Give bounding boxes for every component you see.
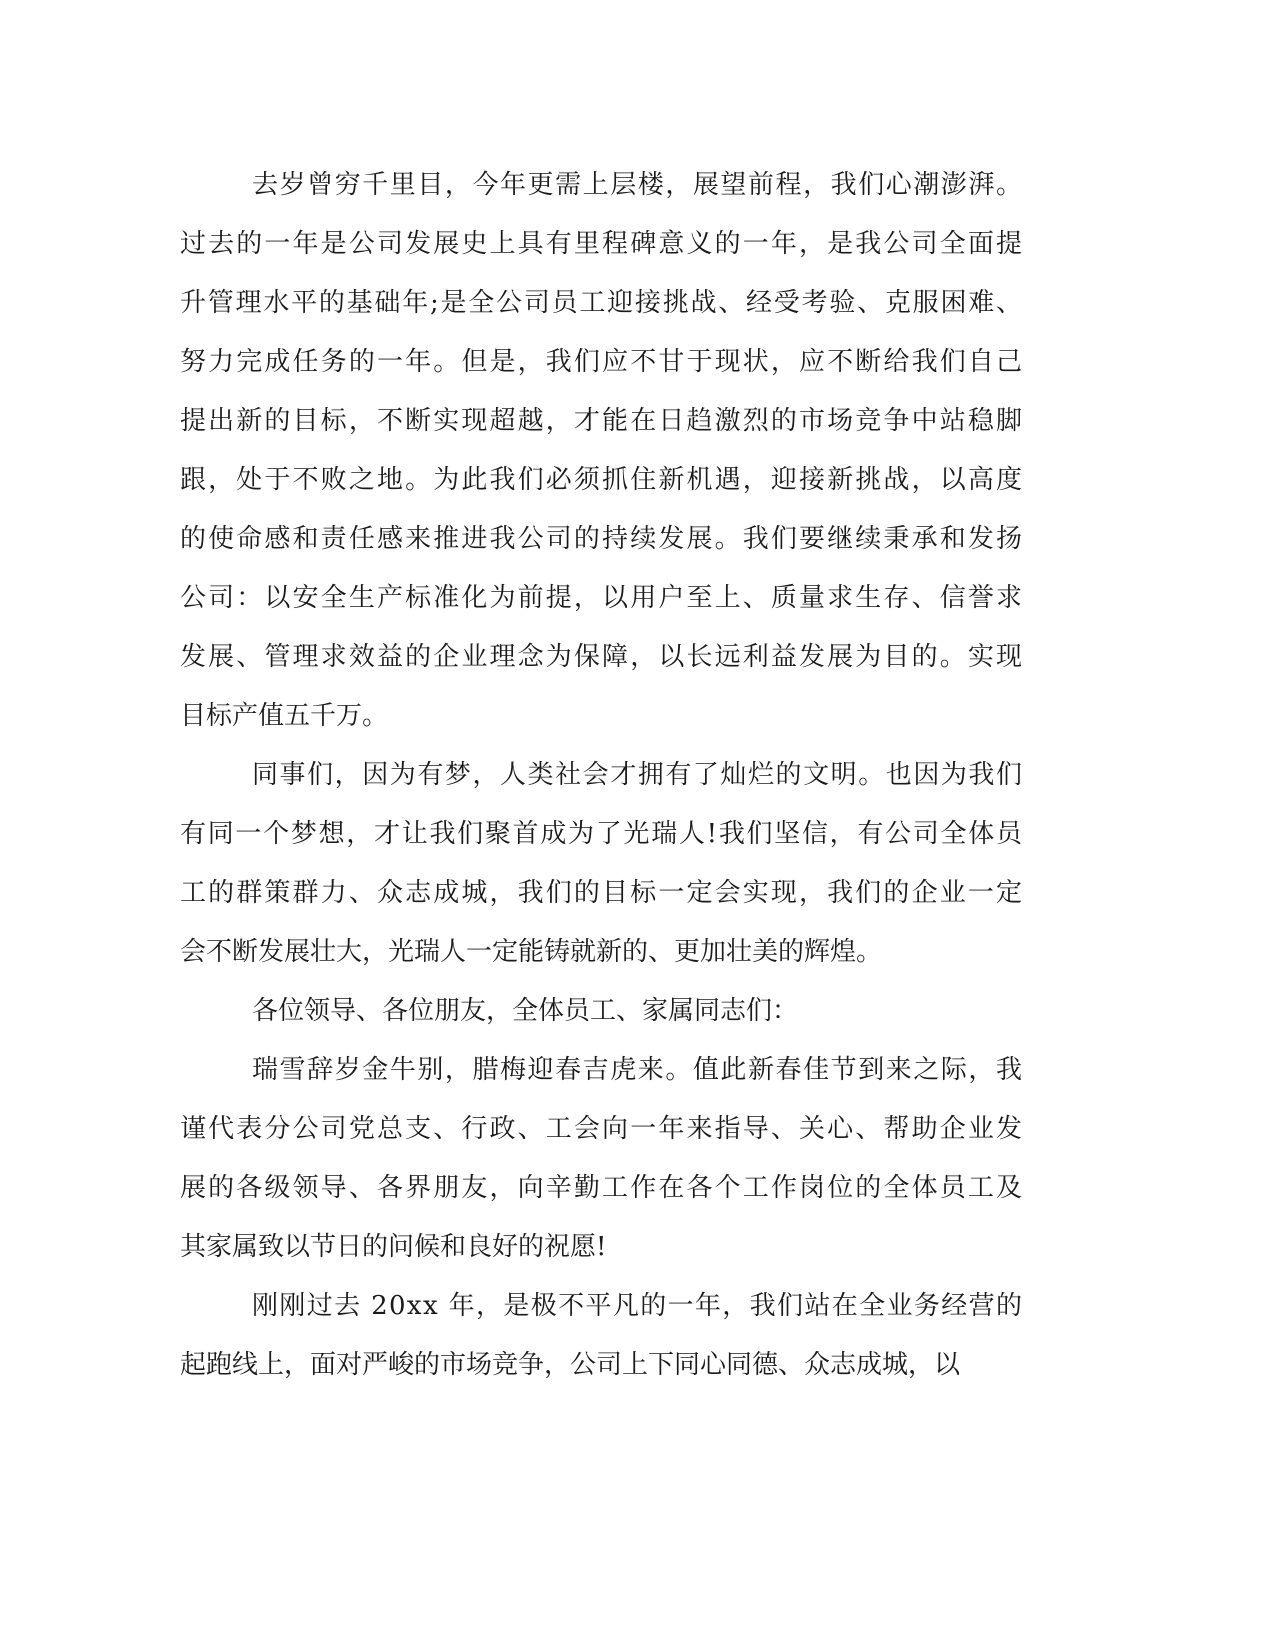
paragraph-line: 有同一个梦想，才让我们聚首成为了光瑞人!我们坚信，有公司全体员	[180, 819, 1024, 849]
paragraph-line: 升管理水平的基础年;是全公司员工迎接挑战、经受考验、克服困难、	[180, 288, 1024, 318]
paragraph-line: 目标产值五千万。	[180, 701, 389, 731]
paragraph-line: 展的各级领导、各界朋友，向辛勤工作在各个工作岗位的全体员工及	[180, 1173, 1025, 1203]
paragraph-line: 公司：以安全生产标准化为前提，以用户至上、质量求生存、信誉求	[180, 583, 1025, 613]
paragraph-line: 去岁曾穷千里目，今年更需上层楼，展望前程，我们心潮澎湃。	[252, 170, 1024, 200]
paragraph-line: 努力完成任务的一年。但是，我们应不甘于现状，应不断给我们自己	[180, 347, 1025, 377]
paragraph-line: 刚刚过去 20xx 年，是极不平凡的一年，我们站在全业务经营的	[252, 1291, 1024, 1321]
paragraph-line: 各位领导、各位朋友，全体员工、家属同志们：	[252, 996, 799, 1026]
paragraph-line: 工的群策群力、众志成城，我们的目标一定会实现，我们的企业一定	[180, 878, 1025, 908]
paragraph-line: 其家属致以节日的问候和良好的祝愿!	[180, 1232, 607, 1262]
paragraph-line: 同事们，因为有梦，人类社会才拥有了灿烂的文明。也因为我们	[252, 760, 1024, 790]
paragraph-line: 会不断发展壮大，光瑞人一定能铸就新的、更加壮美的辉煌。	[180, 937, 883, 967]
paragraph-line: 过去的一年是公司发展史上具有里程碑意义的一年，是我公司全面提	[180, 229, 1025, 259]
paragraph-line: 起跑线上，面对严峻的市场竞争，公司上下同心同德、众志成城，以	[180, 1350, 961, 1380]
paragraph-line: 跟，处于不败之地。为此我们必须抓住新机遇，迎接新挑战，以高度	[180, 465, 1025, 495]
paragraph-line: 提出新的目标，不断实现超越，才能在日趋激烈的市场竞争中站稳脚	[180, 406, 1025, 436]
paragraph-line: 的使命感和责任感来推进我公司的持续发展。我们要继续秉承和发扬	[180, 524, 1025, 554]
paragraph-line: 发展、管理求效益的企业理念为保障，以长远利益发展为目的。实现	[180, 642, 1025, 672]
paragraph-line: 瑞雪辞岁金牛别，腊梅迎春吉虎来。值此新春佳节到来之际，我	[252, 1055, 1024, 1085]
paragraph-line: 谨代表分公司党总支、行政、工会向一年来指导、关心、帮助企业发	[180, 1114, 1025, 1144]
